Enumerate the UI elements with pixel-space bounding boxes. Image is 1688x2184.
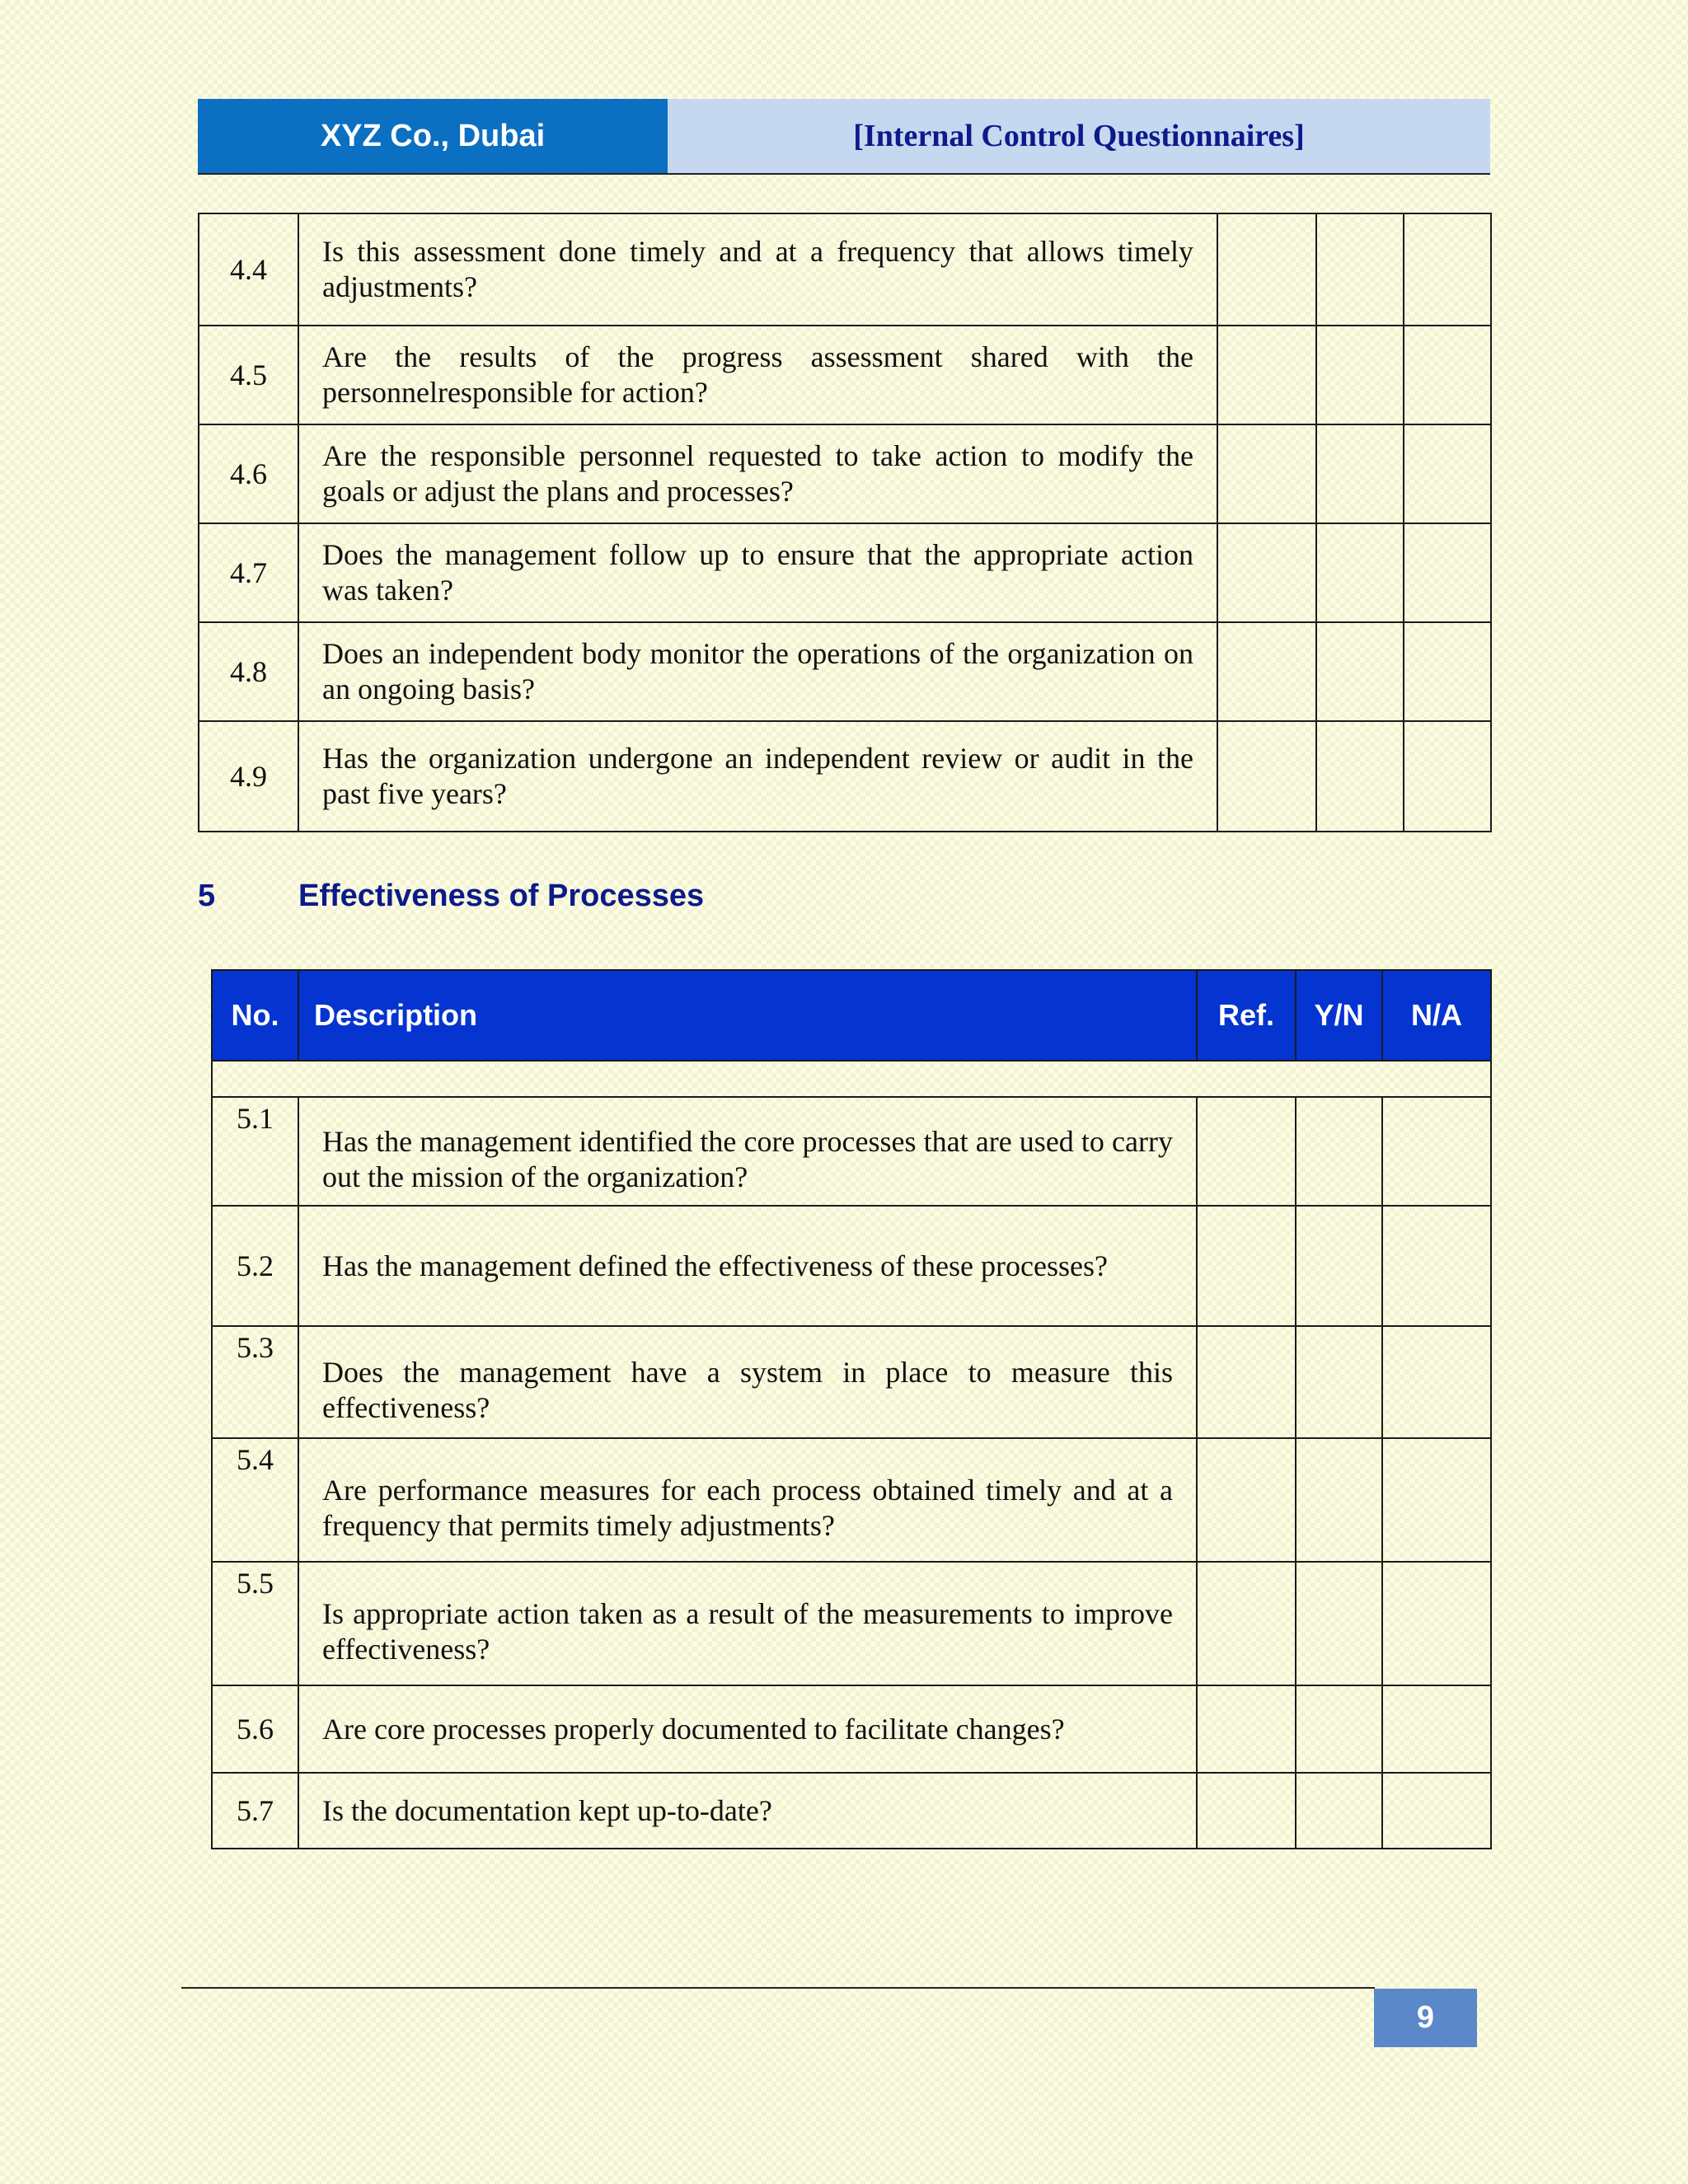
ref-cell[interactable]	[1197, 1206, 1296, 1326]
na-cell[interactable]	[1382, 1685, 1491, 1773]
ref-cell[interactable]	[1217, 523, 1316, 622]
section-title: Effectiveness of Processes	[298, 879, 705, 913]
yn-cell[interactable]	[1296, 1438, 1382, 1562]
table-row	[199, 326, 1491, 424]
question-description: Are the results of the progress assessment shared with the personnelresponsible for action?	[298, 326, 1217, 424]
question-number: 5.7	[212, 1773, 298, 1849]
table-row	[212, 1685, 1491, 1773]
question-number: 4.9	[199, 721, 298, 832]
table-row	[199, 213, 1491, 326]
ref-cell[interactable]	[1217, 622, 1316, 721]
yn-cell[interactable]	[1316, 523, 1404, 622]
page-header	[198, 99, 1490, 175]
questionnaire-table-section-5	[211, 969, 1492, 1849]
question-description: Has the management identified the core processes that are used to carry out the mission of the organization?	[298, 1097, 1197, 1206]
table-row	[212, 1206, 1491, 1326]
question-number: 4.4	[199, 213, 298, 326]
na-cell[interactable]	[1404, 523, 1491, 622]
question-number: 4.8	[199, 622, 298, 721]
column-header-ref: Ref.	[1197, 970, 1296, 1061]
column-header-no: No.	[212, 970, 298, 1061]
table-row	[212, 1326, 1491, 1438]
yn-cell[interactable]	[1296, 1097, 1382, 1206]
table-row	[199, 721, 1491, 832]
na-cell[interactable]	[1404, 326, 1491, 424]
na-cell[interactable]	[1404, 213, 1491, 326]
yn-cell[interactable]	[1296, 1685, 1382, 1773]
na-cell[interactable]	[1382, 1326, 1491, 1438]
table-row	[199, 622, 1491, 721]
na-cell[interactable]	[1404, 721, 1491, 832]
question-number: 4.5	[199, 326, 298, 424]
na-cell[interactable]	[1382, 1206, 1491, 1326]
question-description: Has the organization undergone an independent review or audit in the past five years?	[298, 721, 1217, 832]
yn-cell[interactable]	[1296, 1562, 1382, 1685]
na-cell[interactable]	[1382, 1773, 1491, 1849]
ref-cell[interactable]	[1197, 1438, 1296, 1562]
yn-cell[interactable]	[1296, 1773, 1382, 1849]
ref-cell[interactable]	[1217, 326, 1316, 424]
question-number: 4.6	[199, 424, 298, 523]
footer-divider	[181, 1987, 1375, 1989]
table-spacer-row	[212, 1061, 1491, 1097]
question-description: Are core processes properly documented to facilitate changes?	[298, 1685, 1197, 1773]
na-cell[interactable]	[1382, 1562, 1491, 1685]
ref-cell[interactable]	[1217, 213, 1316, 326]
na-cell[interactable]	[1382, 1097, 1491, 1206]
column-header-na: N/A	[1382, 970, 1491, 1061]
question-description: Does the management have a system in place to measure this effectiveness?	[298, 1326, 1197, 1438]
table-row	[212, 1438, 1491, 1562]
ref-cell[interactable]	[1197, 1773, 1296, 1849]
ref-cell[interactable]	[1197, 1685, 1296, 1773]
section-number: 5	[198, 879, 216, 913]
question-description: Is this assessment done timely and at a frequency that allows timely adjustments?	[298, 213, 1217, 326]
yn-cell[interactable]	[1316, 721, 1404, 832]
document-title: [Internal Control Questionnaires]	[668, 99, 1490, 173]
na-cell[interactable]	[1404, 622, 1491, 721]
ref-cell[interactable]	[1197, 1562, 1296, 1685]
questionnaire-table-section-4	[198, 213, 1492, 832]
ref-cell[interactable]	[1217, 721, 1316, 832]
question-description: Is the documentation kept up-to-date?	[298, 1773, 1197, 1849]
yn-cell[interactable]	[1296, 1206, 1382, 1326]
company-name: XYZ Co., Dubai	[198, 99, 668, 173]
ref-cell[interactable]	[1217, 424, 1316, 523]
ref-cell[interactable]	[1197, 1097, 1296, 1206]
question-description: Does the management follow up to ensure that the appropriate action was taken?	[298, 523, 1217, 622]
page-number: 9	[1374, 1989, 1477, 2047]
table-row	[199, 523, 1491, 622]
yn-cell[interactable]	[1316, 424, 1404, 523]
table-row	[212, 1097, 1491, 1206]
question-description: Is appropriate action taken as a result of the measurements to improve effectiveness?	[298, 1562, 1197, 1685]
question-number: 5.2	[212, 1206, 298, 1326]
na-cell[interactable]	[1382, 1438, 1491, 1562]
question-number: 5.6	[212, 1685, 298, 1773]
question-number: 5.3	[212, 1326, 298, 1438]
section-heading	[198, 879, 704, 914]
yn-cell[interactable]	[1316, 622, 1404, 721]
na-cell[interactable]	[1404, 424, 1491, 523]
table-row	[212, 1773, 1491, 1849]
yn-cell[interactable]	[1296, 1326, 1382, 1438]
question-number: 5.4	[212, 1438, 298, 1562]
spacer-cell	[212, 1061, 1491, 1097]
yn-cell[interactable]	[1316, 213, 1404, 326]
column-header-yn: Y/N	[1296, 970, 1382, 1061]
question-description: Has the management defined the effectiveness of these processes?	[298, 1206, 1197, 1326]
question-number: 5.1	[212, 1097, 298, 1206]
column-header-description: Description	[298, 970, 1197, 1061]
question-number: 5.5	[212, 1562, 298, 1685]
table-row	[199, 424, 1491, 523]
question-description: Are performance measures for each process obtained timely and at a frequency that permits timely adjustments?	[298, 1438, 1197, 1562]
ref-cell[interactable]	[1197, 1326, 1296, 1438]
question-description: Does an independent body monitor the operations of the organization on an ongoing basis?	[298, 622, 1217, 721]
yn-cell[interactable]	[1316, 326, 1404, 424]
table-row	[212, 1562, 1491, 1685]
table-header-row	[212, 970, 1491, 1061]
question-number: 4.7	[199, 523, 298, 622]
question-description: Are the responsible personnel requested to take action to modify the goals or adjust the plans and processes?	[298, 424, 1217, 523]
